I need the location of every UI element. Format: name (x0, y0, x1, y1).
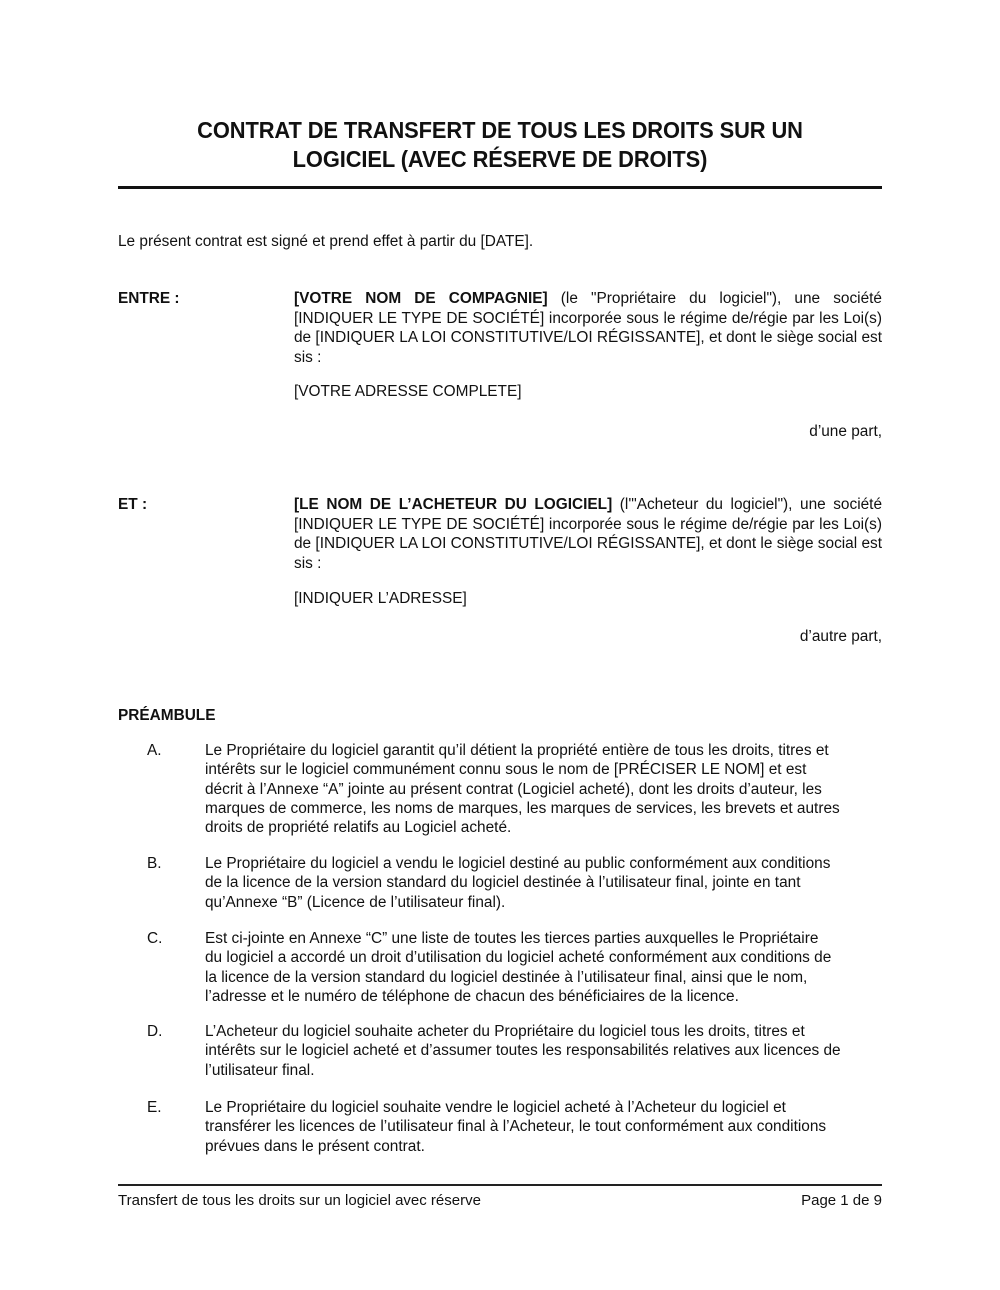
item-line: décrit à l’Annexe “A” jointe au présent contrat (Logiciel acheté), dont les droits d’auteur, les (205, 780, 822, 798)
item-line: droits de propriété relatifs au Logiciel acheté. (205, 819, 512, 837)
item-line: de la licence de la version standard du logiciel destinée à l’utilisateur final, jointe en tant (205, 874, 801, 892)
party1-address: [VOTRE ADRESSE COMPLETE] (294, 383, 522, 400)
item-line: transférer les licences de l’utilisateur final à l’Acheteur, le tout conformément aux conditions (205, 1118, 827, 1136)
item-line: intérêts sur le logiciel acheté et d’assumer toutes les responsabilités relatives aux licences de (205, 1042, 841, 1060)
party1-name: [VOTRE NOM DE COMPAGNIE] (294, 290, 548, 307)
item-line: l’utilisateur final. (205, 1061, 315, 1079)
item-letter: D. (147, 1023, 163, 1040)
title-line-1: CONTRAT DE TRANSFERT DE TOUS LES DROITS SUR UN (197, 117, 803, 143)
party1-label: ENTRE : (118, 290, 180, 307)
item-letter: C. (147, 930, 163, 947)
item-letter: B. (147, 855, 162, 872)
party2-description (294, 495, 882, 573)
item-letter: E. (147, 1099, 162, 1116)
item-line: Le Propriétaire du logiciel a vendu le logiciel destiné au public conformément aux conditions (205, 855, 831, 872)
item-line: l’adresse et le numéro de téléphone de chacun des bénéficiaires de la licence. (205, 987, 739, 1005)
page-number: Page 1 de 9 (801, 1192, 882, 1209)
party1-description (294, 289, 882, 367)
document-title (145, 116, 856, 174)
item-line: L’Acheteur du logiciel souhaite acheter du Propriétaire du logiciel tous les droits, titres et (205, 1023, 805, 1040)
footer-divider (118, 1184, 882, 1186)
item-line: intérêts sur le logiciel communément connu sous le nom de [PRÉCISER LE NOM] et est (205, 761, 807, 779)
party2-name: [LE NOM DE L’ACHETEUR DU LOGICIEL] (294, 496, 613, 513)
party2-label: ET : (118, 496, 148, 513)
item-line: prévues dans le présent contrat. (205, 1137, 425, 1155)
party1-part: d’une part, (809, 423, 882, 440)
preamble-heading: PRÉAMBULE (118, 707, 216, 724)
item-line: qu’Annexe “B” (Licence de l’utilisateur final). (205, 893, 506, 911)
item-line: Le Propriétaire du logiciel garantit qu’il détient la propriété entière de tous les droits, titres et (205, 742, 829, 759)
item-line: Le Propriétaire du logiciel souhaite vendre le logiciel acheté à l’Acheteur du logiciel et (205, 1099, 786, 1116)
item-letter: A. (147, 742, 162, 759)
title-line-2: LOGICIEL (AVEC RÉSERVE DE DROITS) (292, 146, 708, 172)
item-line: du logiciel a accordé un droit d’utilisation du logiciel acheté conformément aux conditions de (205, 949, 832, 967)
item-text (205, 1098, 885, 1156)
item-text (205, 929, 885, 1006)
party1-description-text: (le "Propriétaire du logiciel"), une société [INDIQUER LE TYPE DE SOCIÉTÉ] incorporée sous le régime de/régie par les Loi(s) de [INDIQUER LA LOI CONSTITUTIVE/LOI RÉGISSANTE], et dont le siège social est sis : (294, 290, 882, 366)
item-text (205, 1022, 885, 1080)
item-text (205, 741, 885, 837)
item-line: la licence de la version standard du logiciel destinée à l’utilisateur final, ainsi que le nom, (205, 968, 808, 986)
footer-title: Transfert de tous les droits sur un logiciel avec réserve (118, 1192, 481, 1209)
item-line: Est ci-jointe en Annexe “C” une liste de toutes les tierces parties auxquelles le Propriétaire (205, 930, 819, 947)
party2-part: d’autre part, (799, 628, 882, 645)
party2-description-text: (l'"Acheteur du logiciel"), une société [INDIQUER LE TYPE DE SOCIÉTÉ] incorporée sous le régime de/régie par les Loi(s) de [INDIQUER LA LOI CONSTITUTIVE/LOI RÉGISSANTE], et dont le siège social est sis : (294, 496, 883, 572)
item-text (205, 854, 885, 912)
title-divider (118, 186, 882, 189)
intro-paragraph: Le présent contrat est signé et prend effet à partir du [DATE]. (118, 233, 534, 250)
item-line: marques de commerce, les noms de marques, les marques de services, les brevets et autres (205, 799, 840, 817)
party2-address: [INDIQUER L’ADRESSE] (294, 590, 467, 607)
